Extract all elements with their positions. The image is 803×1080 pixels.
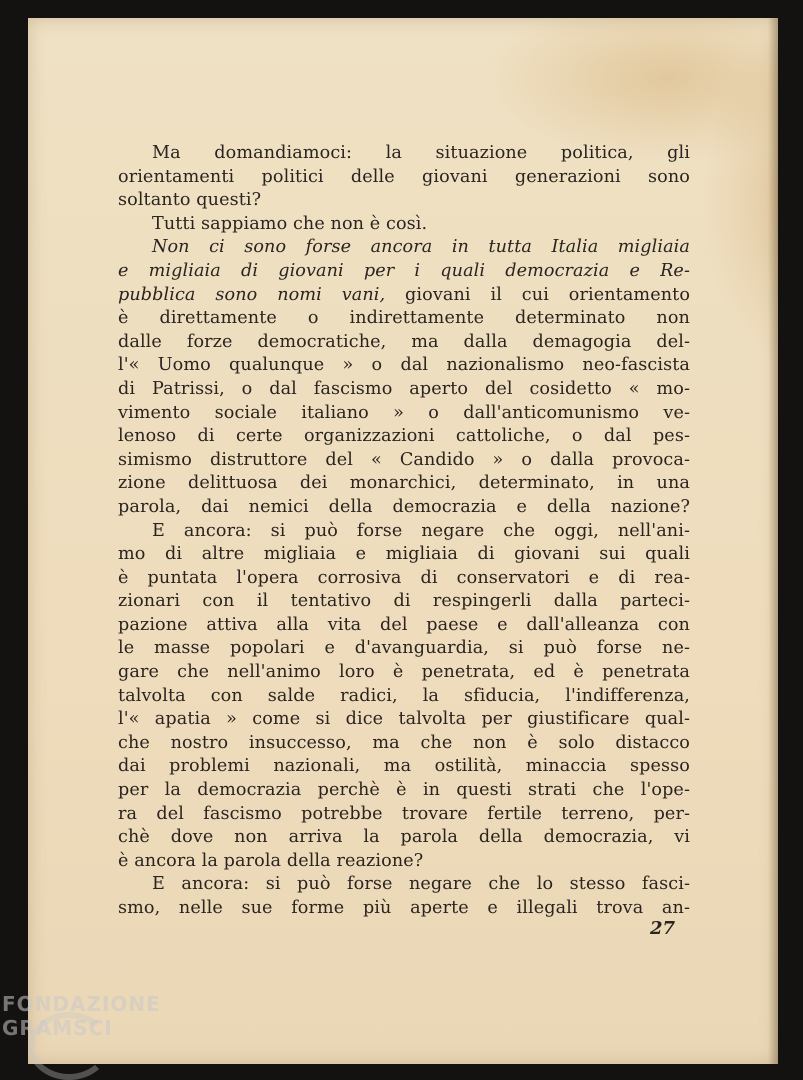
text-line: simismo distruttore del « Candido » o dalla provoca- bbox=[118, 449, 690, 470]
text-span: giovani il cui orientamento bbox=[385, 284, 691, 305]
watermark-logo bbox=[2, 990, 202, 1070]
text-line: E ancora: si può forse negare che lo stesso fasci- bbox=[152, 874, 690, 895]
italic-text: pubblica sono nomi vani, bbox=[118, 284, 386, 305]
text-line: gare che nell'animo loro è penetrata, ed è penetrata bbox=[118, 662, 690, 683]
text-line: che nostro insuccesso, ma che non è solo distacco bbox=[118, 732, 690, 753]
page-edge-shadow bbox=[768, 18, 778, 1064]
text-line: chè dove non arriva la parola della democrazia, vi bbox=[118, 827, 690, 848]
text-line: dalle forze democratiche, ma dalla demagogia del- bbox=[118, 331, 690, 352]
text-line: soltanto questi? bbox=[118, 190, 262, 211]
text-line: l'« Uomo qualunque » o dal nazionalismo neo-fascista bbox=[118, 355, 690, 376]
text-line: zione delittuosa dei monarchici, determinato, in una bbox=[118, 473, 690, 494]
watermark-text: FONDAZIONE GRAMSCI bbox=[2, 992, 161, 1040]
text-line: zionari con il tentativo di respingerli dalla parteci- bbox=[118, 591, 690, 612]
text-line bbox=[118, 236, 690, 260]
text-line: l'« apatia » come si dice talvolta per giustificare qual- bbox=[118, 709, 690, 730]
book-page bbox=[28, 18, 778, 1064]
page-number: 27 bbox=[650, 918, 676, 939]
italic-text: Non ci sono forse ancora in tutta Italia migliaia bbox=[152, 237, 690, 258]
text-line: talvolta con salde radici, la sfiducia, l'indifferenza, bbox=[118, 685, 690, 706]
text-line: Ma domandiamoci: la situazione politica, gli bbox=[152, 143, 690, 163]
text-line: ra del fascismo potrebbe trovare fertile terreno, per- bbox=[118, 803, 690, 824]
text-line: è ancora la parola della reazione? bbox=[118, 850, 424, 871]
text-line: parola, dai nemici della democrazia e della nazione? bbox=[118, 496, 690, 517]
text-line: di Patrissi, o dal fascismo aperto del cosidetto « mo- bbox=[118, 378, 690, 399]
text-line bbox=[118, 284, 690, 308]
text-line: per la democrazia perchè è in questi strati che l'ope- bbox=[118, 780, 690, 801]
text-line bbox=[118, 260, 690, 284]
text-line: Tutti sappiamo che non è così. bbox=[152, 213, 428, 234]
italic-text: e migliaia di giovani per i quali democrazia e Re- bbox=[118, 260, 690, 281]
text-line: lenoso di certe organizzazioni cattoliche, o dal pes- bbox=[118, 426, 690, 447]
text-line: le masse popolari e d'avanguardia, si può forse ne- bbox=[118, 638, 690, 659]
text-line: pazione attiva alla vita del paese e dall'alleanza con bbox=[118, 614, 690, 635]
text-line: orientamenti politici delle giovani generazioni sono bbox=[118, 166, 690, 187]
text-line: dai problemi nazionali, ma ostilità, minaccia spesso bbox=[118, 756, 690, 777]
text-line: è direttamente o indirettamente determinato non bbox=[118, 308, 690, 329]
body-text bbox=[118, 142, 690, 921]
text-line: vimento sociale italiano » o dall'anticomunismo ve- bbox=[118, 402, 690, 423]
text-line: mo di altre migliaia e migliaia di giovani sui quali bbox=[118, 544, 690, 565]
text-line: smo, nelle sue forme più aperte e illegali trova an- bbox=[118, 898, 690, 918]
text-line: E ancora: si può forse negare che oggi, nell'ani- bbox=[152, 520, 690, 541]
text-line: è puntata l'opera corrosiva di conservatori e di rea- bbox=[118, 567, 690, 588]
